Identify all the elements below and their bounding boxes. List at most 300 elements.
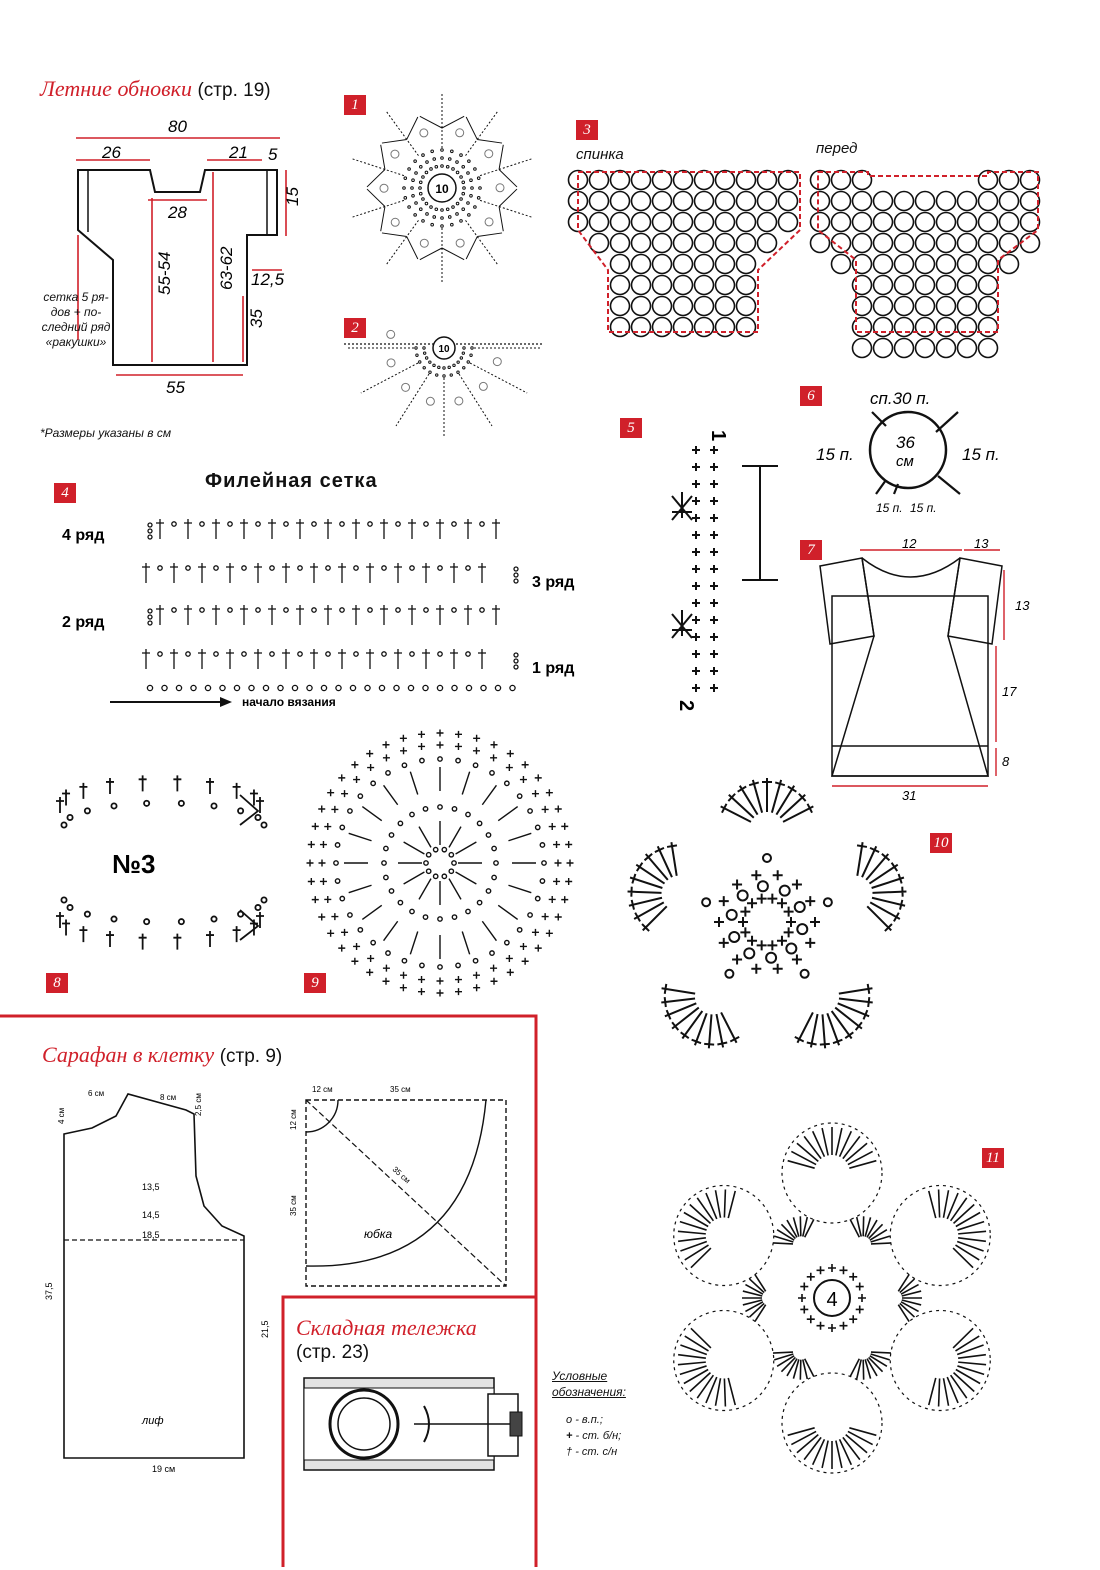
section-title-sarafan [42, 1042, 282, 1068]
filet-title: Филейная сетка [205, 470, 378, 493]
sc-symbol [805, 896, 815, 906]
chain-symbol [382, 652, 386, 656]
grid-circle [674, 255, 693, 274]
chain-symbol [335, 843, 339, 847]
grid-circle [916, 318, 935, 337]
grid-circle [979, 297, 998, 316]
dc-symbol [212, 605, 220, 625]
chain-symbol [477, 900, 481, 904]
sc-symbol [710, 616, 718, 624]
chain-symbol [191, 685, 196, 690]
chain-symbol [326, 652, 330, 656]
dc-symbol [436, 519, 444, 539]
dc-symbol [629, 898, 662, 910]
chain-symbol [468, 214, 471, 217]
chain-symbol [438, 917, 442, 921]
grid-circle [916, 213, 935, 232]
grid-circle [632, 255, 651, 274]
chain-symbol [336, 685, 341, 690]
chain-symbol [473, 959, 477, 963]
sc-symbol [546, 789, 553, 796]
tunic-pattern [0, 110, 300, 410]
motif-petal [426, 397, 434, 405]
grid-circle [937, 276, 956, 295]
chain-symbol [200, 522, 204, 526]
chain-symbol [702, 898, 710, 906]
sc-symbol [351, 958, 358, 965]
sc-symbol [341, 790, 348, 797]
badge-10: 10 [930, 833, 952, 853]
dc-symbol [142, 649, 150, 669]
dim-total: 80 [168, 117, 187, 136]
dc-symbol [462, 772, 469, 795]
motif-fan [367, 189, 385, 231]
sc-symbol [307, 860, 314, 867]
ring-center-number: 36 [896, 433, 915, 452]
chain-symbol [214, 652, 218, 656]
grid-circle [737, 213, 756, 232]
grid-circle [811, 192, 830, 211]
chain-symbol [438, 652, 442, 656]
dc-symbol [296, 519, 304, 539]
chain-symbol [466, 812, 470, 816]
motif-fan [466, 117, 502, 143]
fan-symbol [672, 492, 692, 520]
dim-m2: 14,5 [142, 1210, 160, 1220]
chain-symbol [414, 160, 417, 163]
motif-ray [459, 374, 492, 426]
legend-title: Условные [552, 1368, 626, 1384]
sc-symbol [455, 976, 462, 983]
dc-symbol [56, 912, 64, 928]
grid-circle [716, 297, 735, 316]
dc-symbol [634, 902, 664, 921]
sc-symbol [692, 497, 700, 505]
grid-circle [1000, 171, 1019, 190]
grid-circle [895, 213, 914, 232]
chain-symbol [473, 763, 477, 767]
sc-symbol [341, 929, 348, 936]
chain-symbol [438, 366, 440, 368]
dc-symbol [410, 931, 417, 954]
dc-symbol [79, 783, 87, 799]
chain-symbol [433, 364, 435, 366]
motif-ray [396, 374, 429, 426]
chain-symbol [514, 665, 518, 669]
motif-fan [382, 233, 418, 259]
dc-symbol [362, 807, 381, 821]
sc-symbol [710, 514, 718, 522]
chain-symbol [470, 179, 473, 182]
dc-symbol [866, 854, 889, 880]
grid-circle [874, 255, 893, 274]
motif-petal [456, 239, 464, 247]
grid-circle [958, 276, 977, 295]
grid-circle [695, 276, 714, 295]
grid-circle [632, 234, 651, 253]
chain-symbol [435, 208, 438, 211]
dc-symbol [233, 783, 241, 799]
dc-symbol [170, 563, 178, 583]
chain-symbol [423, 915, 427, 919]
legend [552, 1368, 626, 1460]
sc-symbol [382, 741, 389, 748]
dim-neck: 12 [902, 536, 917, 551]
row3-label: 3 ряд [532, 574, 574, 591]
dc-symbol [762, 778, 772, 812]
chain-symbol [220, 685, 225, 690]
sc-symbol [751, 870, 761, 880]
chain-symbol [422, 220, 425, 223]
star-motif-diagram [345, 88, 545, 288]
badge-4: 4 [54, 483, 76, 503]
chain-symbol [453, 364, 455, 366]
dc-symbol [498, 905, 517, 919]
dc-symbol [464, 519, 472, 539]
sc-symbol [710, 480, 718, 488]
grid-circle [916, 234, 935, 253]
dim-bottom: 19 см [152, 1464, 175, 1474]
row1-label: 1 ряд [532, 660, 574, 677]
motif-petal [479, 382, 487, 390]
chain-symbol [540, 879, 544, 883]
dc-symbol [394, 563, 402, 583]
dc-symbol [408, 519, 416, 539]
motif-petal [420, 239, 428, 247]
grid-circle [937, 297, 956, 316]
dc-symbol [456, 842, 477, 854]
chain-symbol [438, 757, 442, 761]
dim-top: 35 см [390, 1085, 411, 1094]
chain-symbol [368, 522, 372, 526]
sc-symbol [367, 955, 374, 962]
grid-circle [632, 276, 651, 295]
chain-symbol [148, 609, 152, 613]
chain-symbol [410, 812, 414, 816]
chain-symbol [460, 154, 463, 157]
bodice-label: лиф [141, 1415, 164, 1427]
page-ref: (стр. 19) [197, 80, 270, 101]
sc-symbol [710, 684, 718, 692]
sc-symbol [692, 531, 700, 539]
chain-symbol [422, 198, 425, 201]
dc-symbol [352, 519, 360, 539]
dc-symbol [450, 563, 458, 583]
motif-ray [480, 159, 531, 176]
legend-item-chain [566, 1412, 626, 1428]
label-back: спинка [576, 146, 624, 163]
dc-symbol [254, 649, 262, 669]
grid-circle [779, 213, 798, 232]
circle-grid-diagram [568, 160, 1068, 360]
sc-symbol [418, 976, 425, 983]
motif-petal [485, 150, 493, 158]
chain-symbol [431, 150, 434, 153]
chain-symbol [408, 685, 413, 690]
sc-symbol [455, 743, 462, 750]
ring-right-label: 15 п. [962, 445, 1000, 464]
sc-symbol [710, 633, 718, 641]
dc-symbol [482, 921, 496, 940]
sc-symbol [400, 984, 407, 991]
chain-symbol [419, 165, 422, 168]
sc-symbol [692, 565, 700, 573]
chain-symbol [148, 523, 152, 527]
chain-symbol [422, 154, 425, 157]
grid-circle [758, 192, 777, 211]
dc-symbol [642, 906, 667, 931]
chain-symbol [463, 347, 465, 349]
dim-hem: 8 [1002, 754, 1010, 769]
chain-symbol [419, 187, 422, 190]
motif-petal [496, 184, 504, 192]
start-label: начало вязания [242, 695, 336, 709]
dim-width: 31 [902, 788, 916, 803]
chain-symbol [144, 919, 149, 924]
filet-mesh-diagram [60, 505, 580, 715]
chain-symbol [211, 803, 216, 808]
chain-symbol [415, 347, 417, 349]
chain-symbol [249, 685, 254, 690]
sc-symbol [520, 943, 527, 950]
grid-circle [958, 339, 977, 358]
chain-symbol [292, 685, 297, 690]
grid-circle [611, 318, 630, 337]
grid-circle [937, 234, 956, 253]
dc-symbol [872, 887, 906, 897]
sc-symbol [535, 945, 542, 952]
sc-symbol [710, 565, 718, 573]
sc-symbol [318, 805, 325, 812]
motif-ray [387, 220, 419, 264]
dc-symbol [749, 780, 762, 813]
grid-circle [895, 192, 914, 211]
grid-circle [695, 234, 714, 253]
chain-symbol [415, 202, 418, 205]
chain-symbol [205, 685, 210, 690]
chain-symbol [158, 566, 162, 570]
grid-circle [937, 213, 956, 232]
motif-petal [456, 129, 464, 137]
sc-symbol [710, 497, 718, 505]
chain-symbol [433, 847, 437, 851]
chain-symbol [433, 158, 436, 161]
grid-circle [1021, 192, 1040, 211]
dim-right: 21 [228, 143, 248, 162]
chain-symbol [460, 176, 463, 179]
dc-symbol [206, 778, 214, 794]
chain-symbol [514, 573, 518, 577]
grid-circle [716, 234, 735, 253]
chain-symbol [61, 897, 66, 902]
dc-symbol [268, 605, 276, 625]
chain-symbol [441, 157, 444, 160]
chain-symbol [386, 771, 390, 775]
grid-circle [874, 297, 893, 316]
grid-circle [832, 213, 851, 232]
sc-symbol [367, 764, 374, 771]
sc-symbol [418, 988, 425, 995]
page-ref-cart: (стр. 23) [296, 1342, 369, 1364]
dc-symbol [362, 905, 381, 919]
sc-symbol [565, 878, 572, 885]
grid-circle [779, 171, 798, 190]
dc-symbol [282, 649, 290, 669]
dc-symbol [324, 605, 332, 625]
motif-petal [380, 184, 388, 192]
chain-symbol [460, 198, 463, 201]
sc-symbol [490, 965, 497, 972]
grid-circle [958, 234, 977, 253]
sc-symbol [777, 936, 787, 946]
chain-symbol [480, 522, 484, 526]
legend-text: - ст. б/н; [576, 1430, 622, 1442]
sc-symbol [400, 735, 407, 742]
grid-circle [979, 192, 998, 211]
dc-symbol [492, 519, 500, 539]
grid-circle [895, 339, 914, 358]
grid-circle [716, 276, 735, 295]
grid-circle [811, 213, 830, 232]
chain-symbol [429, 361, 431, 363]
chain-symbol [419, 192, 422, 195]
dc-symbol [198, 563, 206, 583]
legend-text: - в.п.; [575, 1414, 603, 1426]
sc-symbol [740, 907, 750, 917]
badge-11: 11 [982, 1148, 1004, 1168]
dc-symbol [139, 775, 147, 791]
chain-symbol [426, 213, 429, 216]
chain-symbol [424, 861, 428, 865]
dc-symbol [655, 846, 672, 877]
sc-symbol [549, 896, 556, 903]
chain-symbol [463, 187, 466, 190]
sc-symbol [692, 582, 700, 590]
strip-bottom-number: 2 [675, 700, 697, 711]
sc-symbol [338, 945, 345, 952]
chain-symbol [396, 608, 400, 612]
chain-symbol [312, 608, 316, 612]
motif-ray [470, 363, 527, 393]
grid-circle [979, 318, 998, 337]
chain-symbol [466, 909, 470, 913]
chain-symbol [738, 890, 748, 900]
sc-symbol [455, 731, 462, 738]
chain-symbol [517, 794, 521, 798]
motif-petal [402, 383, 410, 391]
chain-symbol [456, 171, 459, 174]
sc-symbol [331, 806, 338, 813]
chain-symbol [495, 685, 500, 690]
chain-symbol [542, 861, 546, 865]
chain-symbol [396, 522, 400, 526]
title-text: Сарафан в клетку [42, 1042, 214, 1067]
grid-circle [695, 318, 714, 337]
chain-symbol [758, 881, 768, 891]
chain-symbol [228, 608, 232, 612]
chain-symbol [284, 608, 288, 612]
chain-symbol [433, 874, 437, 878]
chain-symbol [744, 948, 754, 958]
chain-symbol [425, 171, 428, 174]
chain-symbol [438, 805, 442, 809]
dc-symbol [462, 931, 469, 954]
sc-symbol [692, 446, 700, 454]
grid-circle [737, 192, 756, 211]
chain-symbol [780, 886, 790, 896]
chain-symbol [451, 223, 454, 226]
strip-top-number: 1 [707, 430, 729, 441]
grid-circle [611, 234, 630, 253]
chain-symbol [410, 652, 414, 656]
sc-symbol [418, 743, 425, 750]
chain-symbol [450, 374, 452, 376]
dc-symbol [106, 931, 114, 947]
chain-symbol [456, 202, 459, 205]
dc-symbol [310, 649, 318, 669]
chain-symbol [471, 187, 474, 190]
sc-symbol [757, 940, 767, 950]
sc-symbol [383, 965, 390, 972]
grid-circle [895, 234, 914, 253]
chain-symbol [148, 535, 152, 539]
chain-symbol [422, 176, 425, 179]
dc-symbol [198, 649, 206, 669]
chain-symbol [382, 861, 386, 865]
half-motif-diagram [342, 336, 552, 446]
sc-symbol [331, 913, 338, 920]
sc-symbol [692, 650, 700, 658]
sc-symbol [437, 730, 444, 737]
legend-text: - ст. с/н [575, 1446, 617, 1458]
chain-symbol [437, 685, 442, 690]
chain-symbol [763, 854, 771, 862]
chain-symbol [270, 652, 274, 656]
chain-symbol [514, 659, 518, 663]
chain-symbol [408, 168, 411, 171]
motif-petal [391, 150, 399, 158]
chain-symbol [270, 566, 274, 570]
flower-center-number: 4 [826, 1289, 837, 1311]
dim-sleeve-height: 15 [283, 187, 302, 206]
chain-symbol [348, 809, 352, 813]
dc-symbol [296, 605, 304, 625]
chain-symbol [452, 807, 456, 811]
chain-symbol [452, 168, 455, 171]
dc-symbol [422, 649, 430, 669]
dim-sleeve: 13 [1015, 598, 1030, 613]
grid-circle [716, 171, 735, 190]
dc-symbol [62, 789, 70, 805]
chain-symbol [486, 833, 490, 837]
sc-symbol [786, 917, 796, 927]
sc-symbol [757, 894, 767, 904]
dc-symbol [324, 519, 332, 539]
chain-symbol [443, 375, 445, 377]
chain-symbol [480, 608, 484, 612]
chain-symbol [452, 915, 456, 919]
chain-symbol [471, 347, 473, 349]
grid-circle [674, 276, 693, 295]
grid-circle [653, 297, 672, 316]
chain-symbol [452, 861, 456, 865]
chain-symbol [419, 181, 422, 184]
chain-symbol [348, 913, 352, 917]
chain-symbol [423, 807, 427, 811]
motif-ray [466, 112, 498, 156]
motif-petal [455, 397, 463, 405]
grid-circle [653, 192, 672, 211]
